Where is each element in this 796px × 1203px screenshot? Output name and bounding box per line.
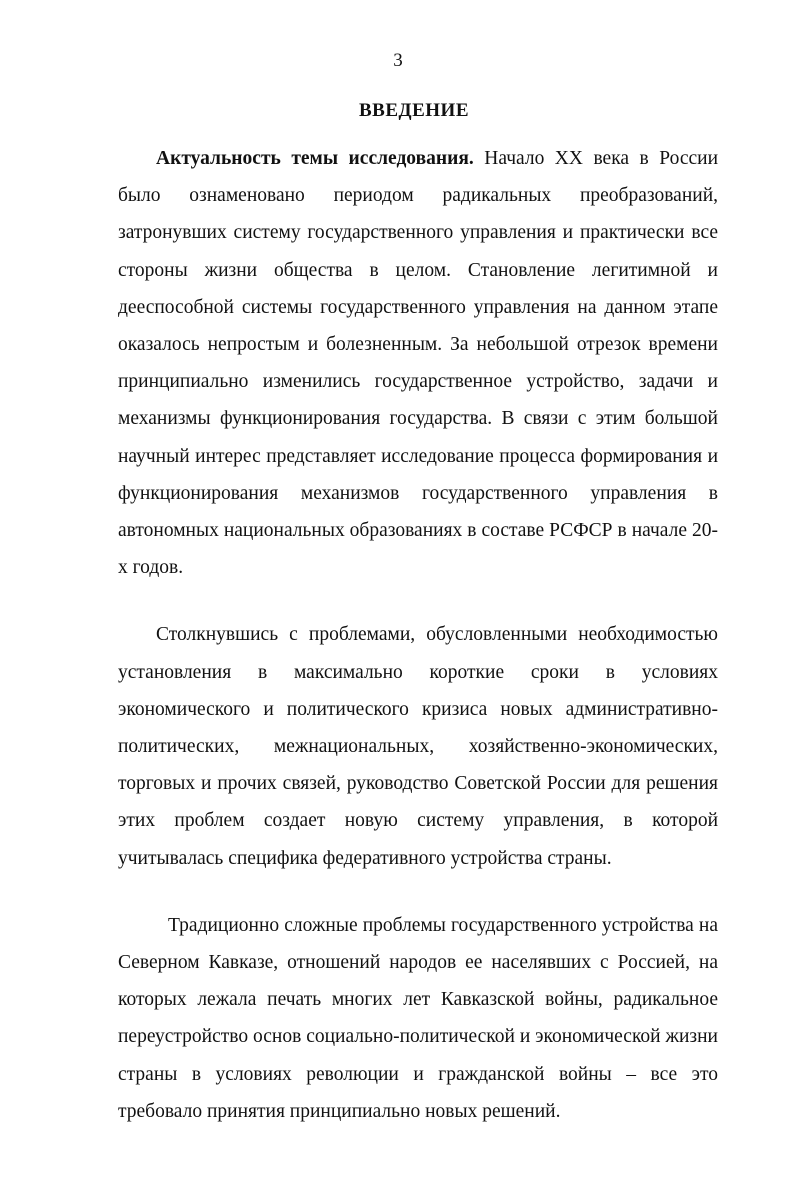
paragraph-relevance-text: Начало XX века в России было ознаменовано периодом радикальных преобразований, затронувших систему государственного управления и практически все стороны жизни общества в целом. Становление легитимной и дееспособной системы государственного управления на данном этапе оказалось непростым и болезненным. За небольшой отрезок времени принципиально изменились государственное устройство, задачи и механизмы функционирования государства. В связи с этим большой научный интерес представляет исследование процесса формирования и функционирования механизмов государственного управления в автономных национальных образованиях в составе РСФСР в начале 20-х годов. (118, 148, 719, 579)
paragraph-problems: Столкнувшись с проблемами, обусловленными необходимостью установления в максимально короткие сроки в условиях экономического и политического кризиса новых административно-политических, межнациональных, хозяйственно-экономических, торговых и прочих связей, руководство Советской России для решения этих проблем создает новую систему управления, в которой учитывалась специфика федеративного устройства страны. (118, 624, 718, 869)
relevance-lead: Актуальность темы исследования. (156, 148, 474, 169)
section-heading: ВВЕДЕНИЕ (359, 100, 469, 121)
page-number: 3 (393, 50, 403, 71)
body-text (118, 140, 718, 1130)
paragraph-caucasus: Традиционно сложные проблемы государственного устройства на Северном Кавказе, отношений народов ее населявших с Россией, на которых лежала печать многих лет Кавказской войны, радикальное переустройство основ социально-политической и экономической жизни страны в условиях революции и гражданской войны – все это требовало принятия принципиально новых решений. (118, 914, 718, 1122)
paragraph-relevance (118, 140, 718, 586)
